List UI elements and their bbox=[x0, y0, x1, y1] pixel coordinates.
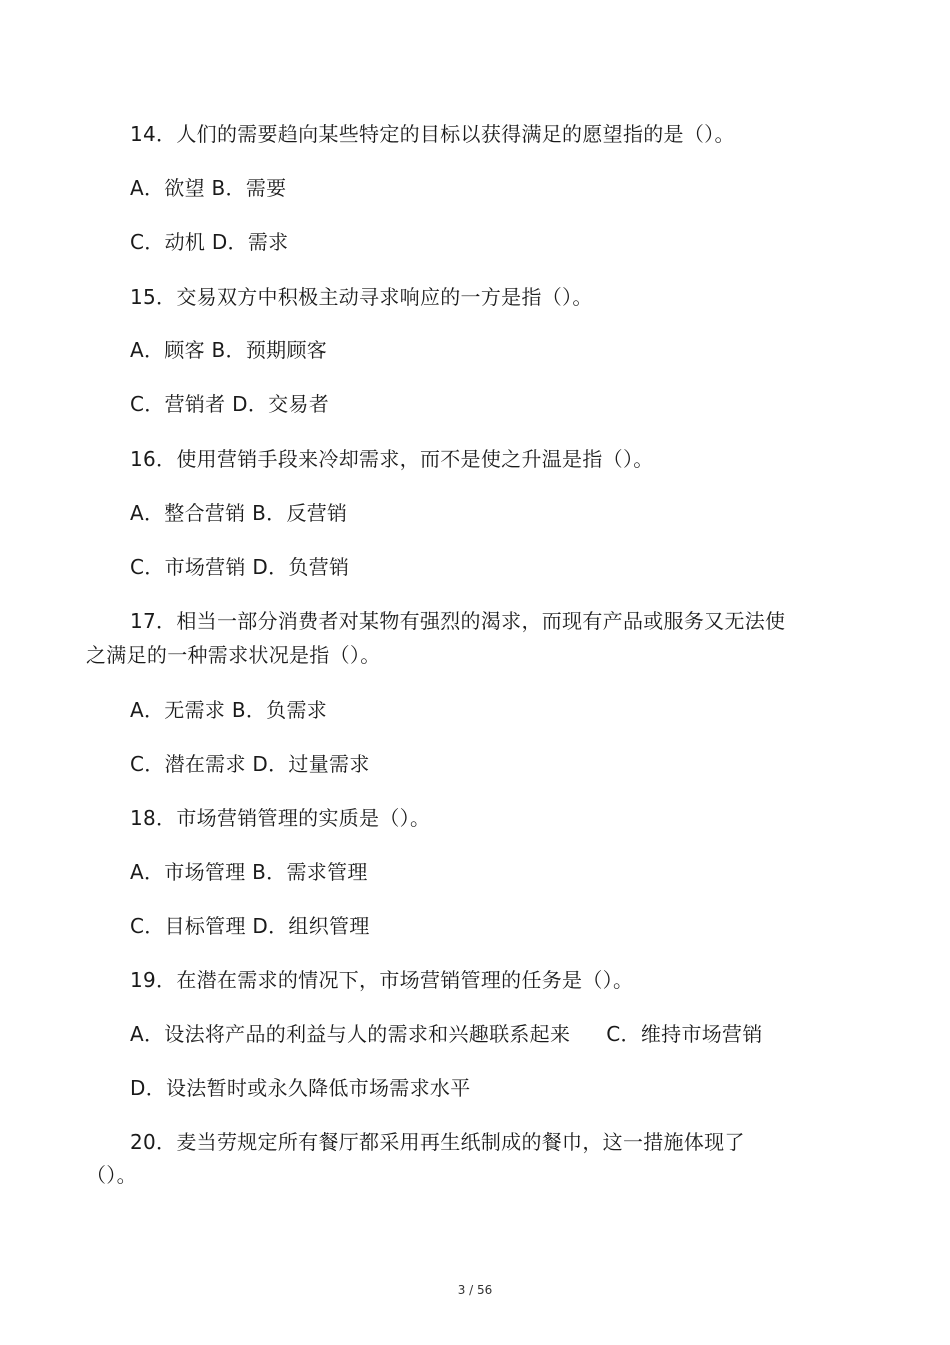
page-number: 3 / 56 bbox=[457, 1283, 493, 1297]
question-19: 19．在潜在需求的情况下，市场营销管理的任务是（）。 bbox=[130, 968, 634, 992]
question-19-option-c: C．维持市场营销 bbox=[606, 1022, 763, 1046]
question-14: 14．人们的需要趋向某些特定的目标以获得满足的愿望指的是（）。 bbox=[130, 122, 735, 146]
question-19-option-a: A．设法将产品的利益与人的需求和兴趣联系起来 bbox=[130, 1022, 571, 1046]
question-16-options-cd: C．市场营销 D．负营销 bbox=[130, 555, 350, 579]
question-18: 18．市场营销管理的实质是（）。 bbox=[130, 806, 431, 830]
question-14-options-cd: C．动机 D．需求 bbox=[130, 230, 289, 254]
question-18-options-ab: A．市场管理 B．需求管理 bbox=[130, 860, 368, 884]
question-14-options-ab: A．欲望 B．需要 bbox=[130, 176, 287, 200]
question-17-options-ab: A．无需求 B．负需求 bbox=[130, 698, 328, 722]
question-15-options-cd: C．营销者 D．交易者 bbox=[130, 392, 330, 416]
question-19-options-line1 bbox=[130, 1022, 763, 1046]
question-15-options-ab: A．顾客 B．预期顾客 bbox=[130, 338, 328, 362]
question-17: 17．相当一部分消费者对某物有强烈的渴求，而现有产品或服务又无法使 bbox=[130, 609, 786, 633]
question-18-options-cd: C．目标管理 D．组织管理 bbox=[130, 914, 370, 938]
question-15: 15．交易双方中积极主动寻求响应的一方是指（）。 bbox=[130, 285, 593, 309]
question-19-option-d: D．设法暂时或永久降低市场需求水平 bbox=[130, 1076, 471, 1100]
question-16-options-ab: A．整合营销 B．反营销 bbox=[130, 501, 348, 525]
question-17-continuation: 之满足的一种需求状况是指（）。 bbox=[86, 643, 381, 667]
question-20: 20．麦当劳规定所有餐厅都采用再生纸制成的餐巾，这一措施体现了 bbox=[130, 1130, 745, 1154]
question-17-options-cd: C．潜在需求 D．过量需求 bbox=[130, 752, 370, 776]
question-20-continuation: （）。 bbox=[86, 1163, 137, 1187]
question-16: 16．使用营销手段来冷却需求，而不是使之升温是指（）。 bbox=[130, 447, 654, 471]
